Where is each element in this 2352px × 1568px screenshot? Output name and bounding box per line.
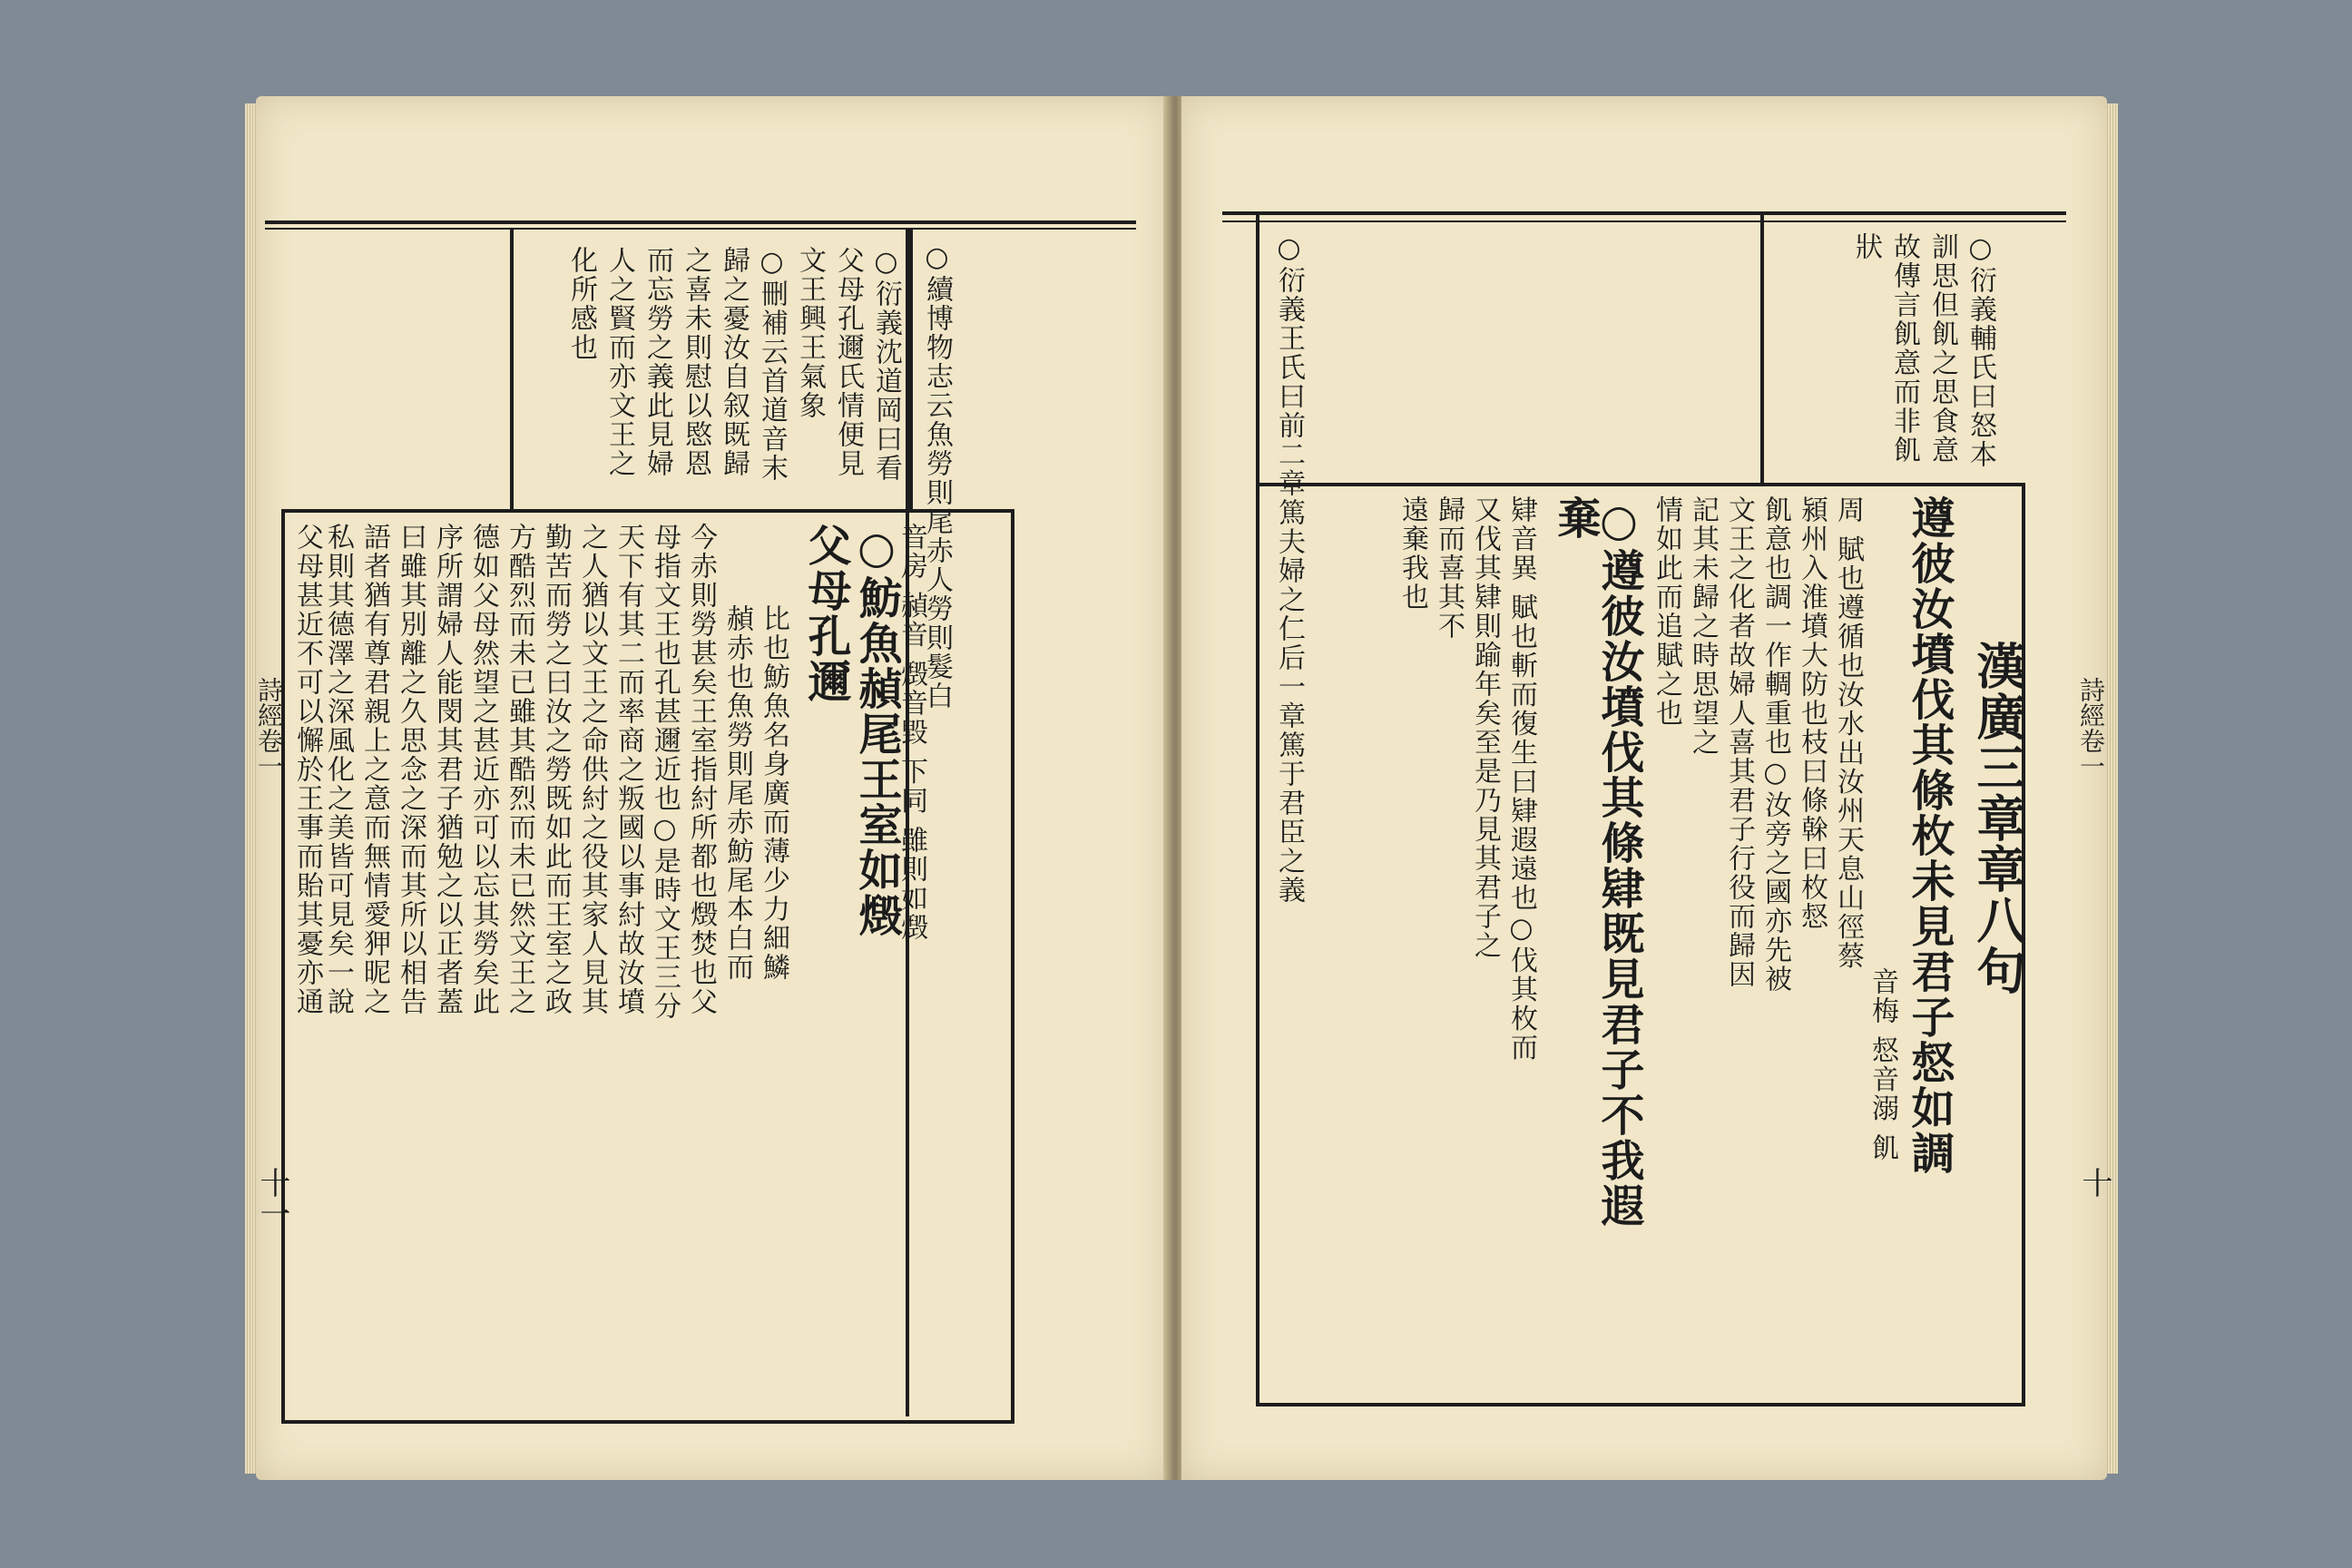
margin-title: 詩經卷一: [2076, 677, 2106, 779]
commentary-column: 歸而喜其不: [1433, 495, 1465, 641]
folio-number: 十一: [254, 1167, 290, 1229]
commentary-column: 私則其德澤之深風化之美皆可見矣一說: [322, 523, 354, 1016]
commentary-column: 遠棄我也: [1396, 495, 1428, 612]
commentary-column: 方酷烈而未已雖其酷烈而未已然文王之: [504, 523, 535, 1016]
commentary-column: 肄音異 賦也斬而復生曰肄遐遠也○伐其枚而: [1505, 495, 1537, 1063]
commentary-column: 德如父母然望之甚近亦可以忘其勞矣此: [467, 523, 499, 1016]
note-column: 故傳言飢意而非飢: [1888, 232, 1920, 465]
commentary-column: 父母甚近不可以懈於王事而貽其憂亦通: [291, 523, 323, 1016]
note-column: ○衍義沈道岡曰看: [870, 246, 902, 483]
commentary-column: 比也魴魚名身廣而薄少力細鱗: [758, 604, 789, 982]
left-page: [256, 96, 1169, 1480]
commentary-column: 語者猶有尊君親上之意而無情愛狎昵之: [358, 523, 390, 1016]
note-column: 歸之憂汝自叙既歸: [718, 246, 750, 478]
commentary-column: 周 賦也遵循也汝水出汝州天息山徑蔡: [1832, 495, 1864, 971]
commentary-column: 今赤則勞甚矣王室指紂所都也燬焚也父: [685, 523, 717, 1016]
commentary-column: 潁州入淮墳大防也枝曰條榦曰枚惄: [1796, 495, 1828, 931]
page-edges-right: [2105, 103, 2118, 1474]
commentary-column: 序所謂婦人能閔其君子猶勉之以正者蓋: [431, 523, 463, 1016]
note-column: 文王興王氣象: [794, 246, 826, 420]
margin-title: 詩經卷一: [254, 677, 284, 779]
commentary-column: 赬赤也魚勞則尾赤魴尾本白而: [721, 604, 753, 982]
left-top-note: ○續博物志云魚勞則尾赤人勞則髮白: [921, 241, 953, 710]
commentary-column: 曰雖其別離之久思念之深而其所以相告: [395, 523, 426, 1016]
main-verse-line: ○遵彼汝墳伐其條肄既見君子不我遐: [1593, 495, 1644, 1229]
note-column: ○衍義輔氏曰怒本: [1965, 232, 1996, 469]
right-top-note: ○衍義王氏曰前二章篤夫婦之仁后一章篤于君臣之義: [1273, 232, 1305, 905]
note-column: 之喜未則慰以愍恩: [680, 246, 711, 478]
commentary-column: 情如此而追賦之也: [1651, 495, 1682, 728]
main-verse-line: 棄: [1550, 495, 1601, 541]
commentary-column: 飢意也調一作輖重也○汝旁之國亦先被: [1759, 495, 1791, 994]
commentary-column: 之人猶以文王之命供紂之役其家人見其: [576, 523, 608, 1016]
commentary-column: 勤苦而勞之曰汝之勞既如此而王室之政: [540, 523, 572, 1016]
main-verse-line: 遵彼汝墳伐其條枚未見君子惄如調: [1904, 495, 1955, 1176]
commentary-column: 文王之化者故婦人喜其君子行役而歸因: [1723, 495, 1755, 989]
commentary-column: 音梅 惄音溺 飢: [1867, 967, 1898, 1163]
chapter-heading: 漢廣三章章八句: [1969, 641, 2027, 996]
note-column: 父母孔邇氏情便見: [832, 246, 864, 478]
commentary-column: 記其未歸之時思望之: [1687, 495, 1719, 757]
note-column: 而忘勞之義此見婦: [642, 246, 673, 478]
note-column: 人之賢而亦文王之: [603, 246, 635, 478]
main-verse-line: 父母孔邇: [800, 523, 851, 704]
note-column: ○刪補云首道音末: [756, 246, 788, 483]
open-book: [254, 96, 2112, 1480]
commentary-column: 音房 赬音 燬音毀 下同 雖則如燬: [896, 523, 927, 943]
commentary-column: 天下有其二而率商之叛國以事紂故汝墳: [612, 523, 644, 1016]
commentary-column: 又伐其肄則踰年矣至是乃見其君子之: [1469, 495, 1501, 960]
note-column: 狀: [1850, 232, 1882, 261]
main-verse-line: ○魴魚赬尾王室如燬: [851, 523, 902, 938]
note-column: 訓思但飢之思食意: [1926, 232, 1958, 465]
commentary-column: 母指文王也孔甚邇近也○是時文王三分: [649, 523, 681, 1021]
note-column: 化所感也: [565, 246, 597, 362]
right-page: [1181, 96, 2112, 1480]
right-left-frame-rule: [1256, 215, 1259, 1399]
folio-number: 十: [2076, 1167, 2112, 1198]
